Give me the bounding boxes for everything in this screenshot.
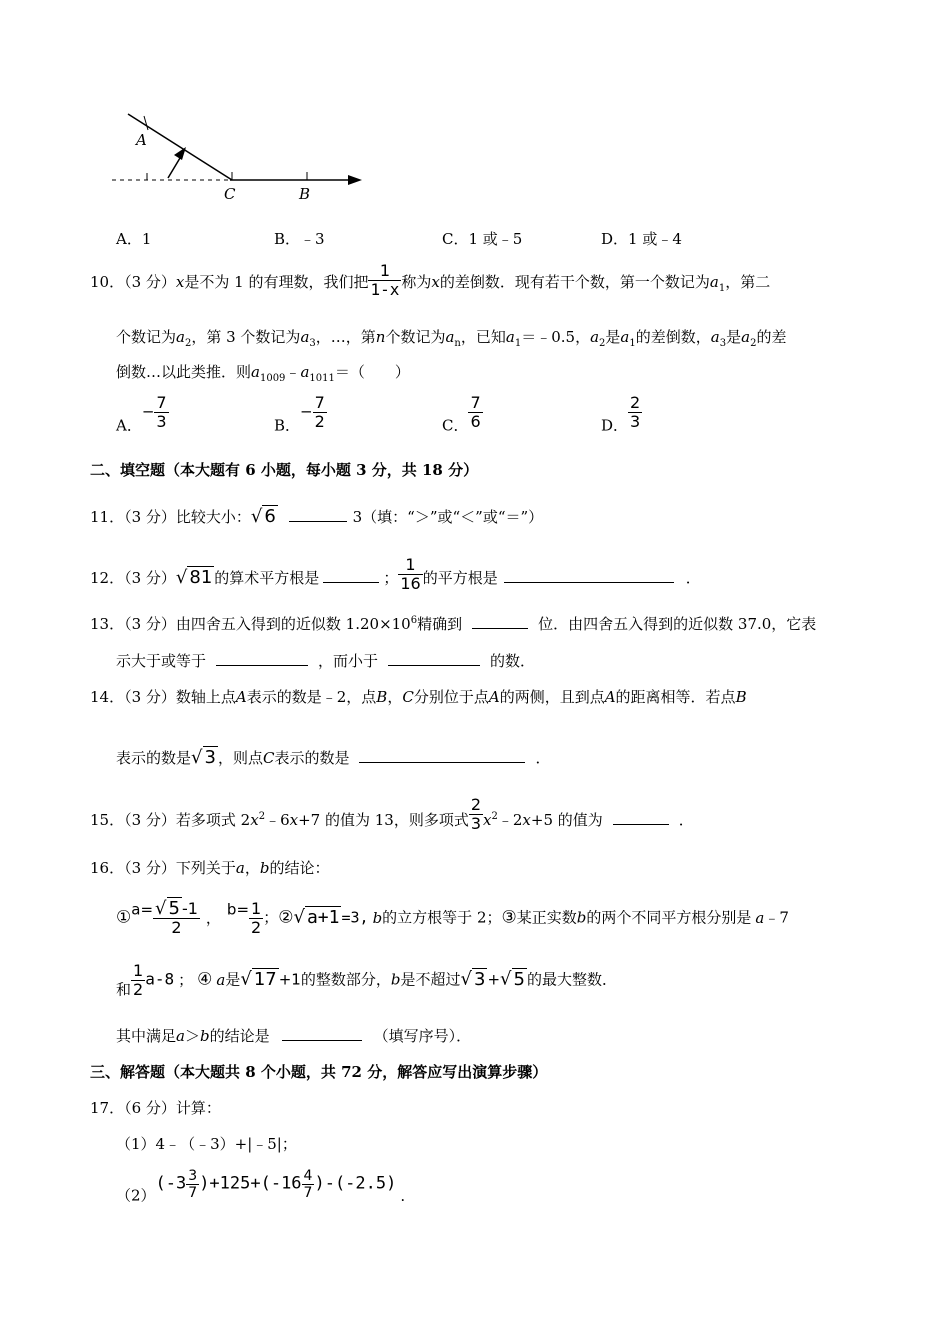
q14-answer-blank[interactable]: [359, 748, 525, 763]
q10-option-b: B．− $\frac{7}{2}$: [274, 393, 325, 435]
q11: 11．（3 分）比较大小：√ 6 3（填：“＞”或“＜”或“＝”）: [90, 506, 544, 527]
q16-line1: 16．（3 分）下列关于a，b的结论：: [90, 859, 330, 877]
q9-option-a: A．1: [116, 230, 152, 248]
q16-line3: 和 $\frac{1}{2}$ a-8 ； ④ a是√ 17 +1的整数部分，b是不超过√ 3 +√ 5 的最大整数．: [116, 961, 617, 999]
circled-2: ②: [278, 907, 294, 928]
q9-option-c: C．1 或﹣5: [442, 230, 523, 248]
circled-1: ①: [116, 907, 132, 928]
q12-answer-blank-1[interactable]: [323, 568, 379, 583]
sqrt-a-plus-1: √ a+1: [293, 906, 340, 928]
q17-part1: （1）4﹣（﹣3）+|﹣5|；: [116, 1135, 297, 1153]
q17-part2: （2）(-3 $\frac{3}{7}$ )+125+(-16 $\frac{4}{7}$ )-(-2.5).: [116, 1168, 406, 1205]
q10-option-a: A．− $\frac{7}{3}$: [116, 393, 167, 435]
q10-option-d: D． $\frac{2}{3}$: [601, 393, 641, 435]
q13-line1: 13．（3 分）由四舍五入得到的近似数 $1.20\times 10^6$精确到 位．由四舍五入得到的近似数 37.0，它表: [90, 615, 817, 633]
q12-answer-blank-2[interactable]: [504, 568, 674, 583]
section2-title: 二、填空题（本大题有 6 小题，每小题 3 分，共 18 分）: [90, 461, 479, 479]
sqrt-5: √ 5: [500, 968, 525, 990]
q9-option-d: D．1 或﹣4: [601, 230, 682, 248]
q13-answer-blank-3[interactable]: [388, 651, 480, 666]
sqrt-3b: √ 3: [460, 968, 486, 990]
circled-4: ④: [197, 969, 213, 990]
q15-answer-blank[interactable]: [613, 810, 669, 825]
q16-answer-blank[interactable]: [282, 1026, 362, 1041]
q10-fraction: $\frac{1}{1-x}$: [370, 261, 400, 299]
circled-3: ③: [501, 907, 517, 928]
q14-line2: 表示的数是√ 3 ，则点C表示的数是 ．: [116, 747, 551, 768]
label-b: B: [299, 185, 311, 203]
q9-option-b: B．﹣3: [274, 230, 325, 248]
q13-answer-blank-1[interactable]: [472, 614, 528, 629]
q14-line1: 14．（3 分）数轴上点A表示的数是﹣2，点B，C分别位于点A的两侧，且到点A的距离相等．若点B: [90, 688, 747, 706]
section3-title: 三、解答题（本大题共 8 个小题，共 72 分，解答应写出演算步骤）: [90, 1063, 548, 1081]
label-c: C: [224, 185, 236, 203]
q16-line4: 其中满足a＞b的结论是 （填写序号）．: [116, 1027, 472, 1045]
q16-a-fraction: $\frac{√ 5 -1}{2}$: [155, 898, 198, 937]
q10-line2: 个数记为$a_2$，第 3 个数记为$a_3$，…，第n个数记为$a_n$，已知$a_1=﹣0.5$，$a_2$是$a_1$的差倒数，$a_3$是$a_2$的差: [116, 328, 787, 349]
q16-half-fraction: $\frac{1}{2}$: [133, 961, 144, 999]
q17-title: 17．（6 分）计算：: [90, 1099, 221, 1117]
q15-fraction: $\frac{2}{3}$: [470, 795, 482, 833]
q10-line3: 倒数…以此类推．则$a_{1009}﹣a_{1011}=$（ ）: [116, 363, 410, 384]
sqrt-3: √ 3: [191, 747, 216, 768]
sqrt-81: √ 81: [175, 567, 213, 588]
q16-b-fraction: $\frac{1}{2}$: [251, 899, 262, 937]
q10-line1: 10．（3 分）x是不为 1 的有理数，我们把 $\frac{1}{1-x}$ 称为x的差倒数．现有若干个数，第一个数记为$a_1$，第二: [90, 261, 771, 299]
q13-line2: 示大于或等于 ，而小于 的数．: [116, 652, 536, 670]
q12: 12．（3 分）√ 81 的算术平方根是 ； $\frac{1}{16}$ 的平方根是 ．: [90, 555, 701, 593]
q16-line2: ①a= $\frac{√ 5 -1}{2}$ ， b= $\frac{1}{2}$ ；②√ a+1 =3, b的立方根等于 2；③某正实数b的两个不同平方根分别是 a﹣7: [116, 898, 789, 937]
sqrt-6: √ 6: [250, 506, 276, 527]
q15: 15．（3 分）若多项式 $2x^2﹣6x+7$ 的值为 13，则多项式 $\frac{2}{3}$ $x^2﹣2x+5$ 的值为 ．: [90, 795, 694, 833]
q11-answer-blank[interactable]: [289, 507, 347, 522]
line-arrowhead: [348, 175, 362, 185]
sqrt-17: √ 17: [240, 968, 277, 990]
q17-frac-2: $\frac{4}{7}$: [303, 1168, 313, 1201]
rotation-arrowhead-icon: [174, 147, 186, 160]
q10-option-c: C． $\frac{7}{6}$: [442, 393, 481, 435]
label-a: A: [136, 131, 147, 149]
q17-frac-1: $\frac{3}{7}$: [188, 1168, 198, 1201]
tick-a: [144, 116, 148, 130]
q12-fraction: $\frac{1}{16}$: [400, 555, 421, 593]
q13-answer-blank-2[interactable]: [216, 651, 308, 666]
number-line-figure: [110, 100, 370, 205]
